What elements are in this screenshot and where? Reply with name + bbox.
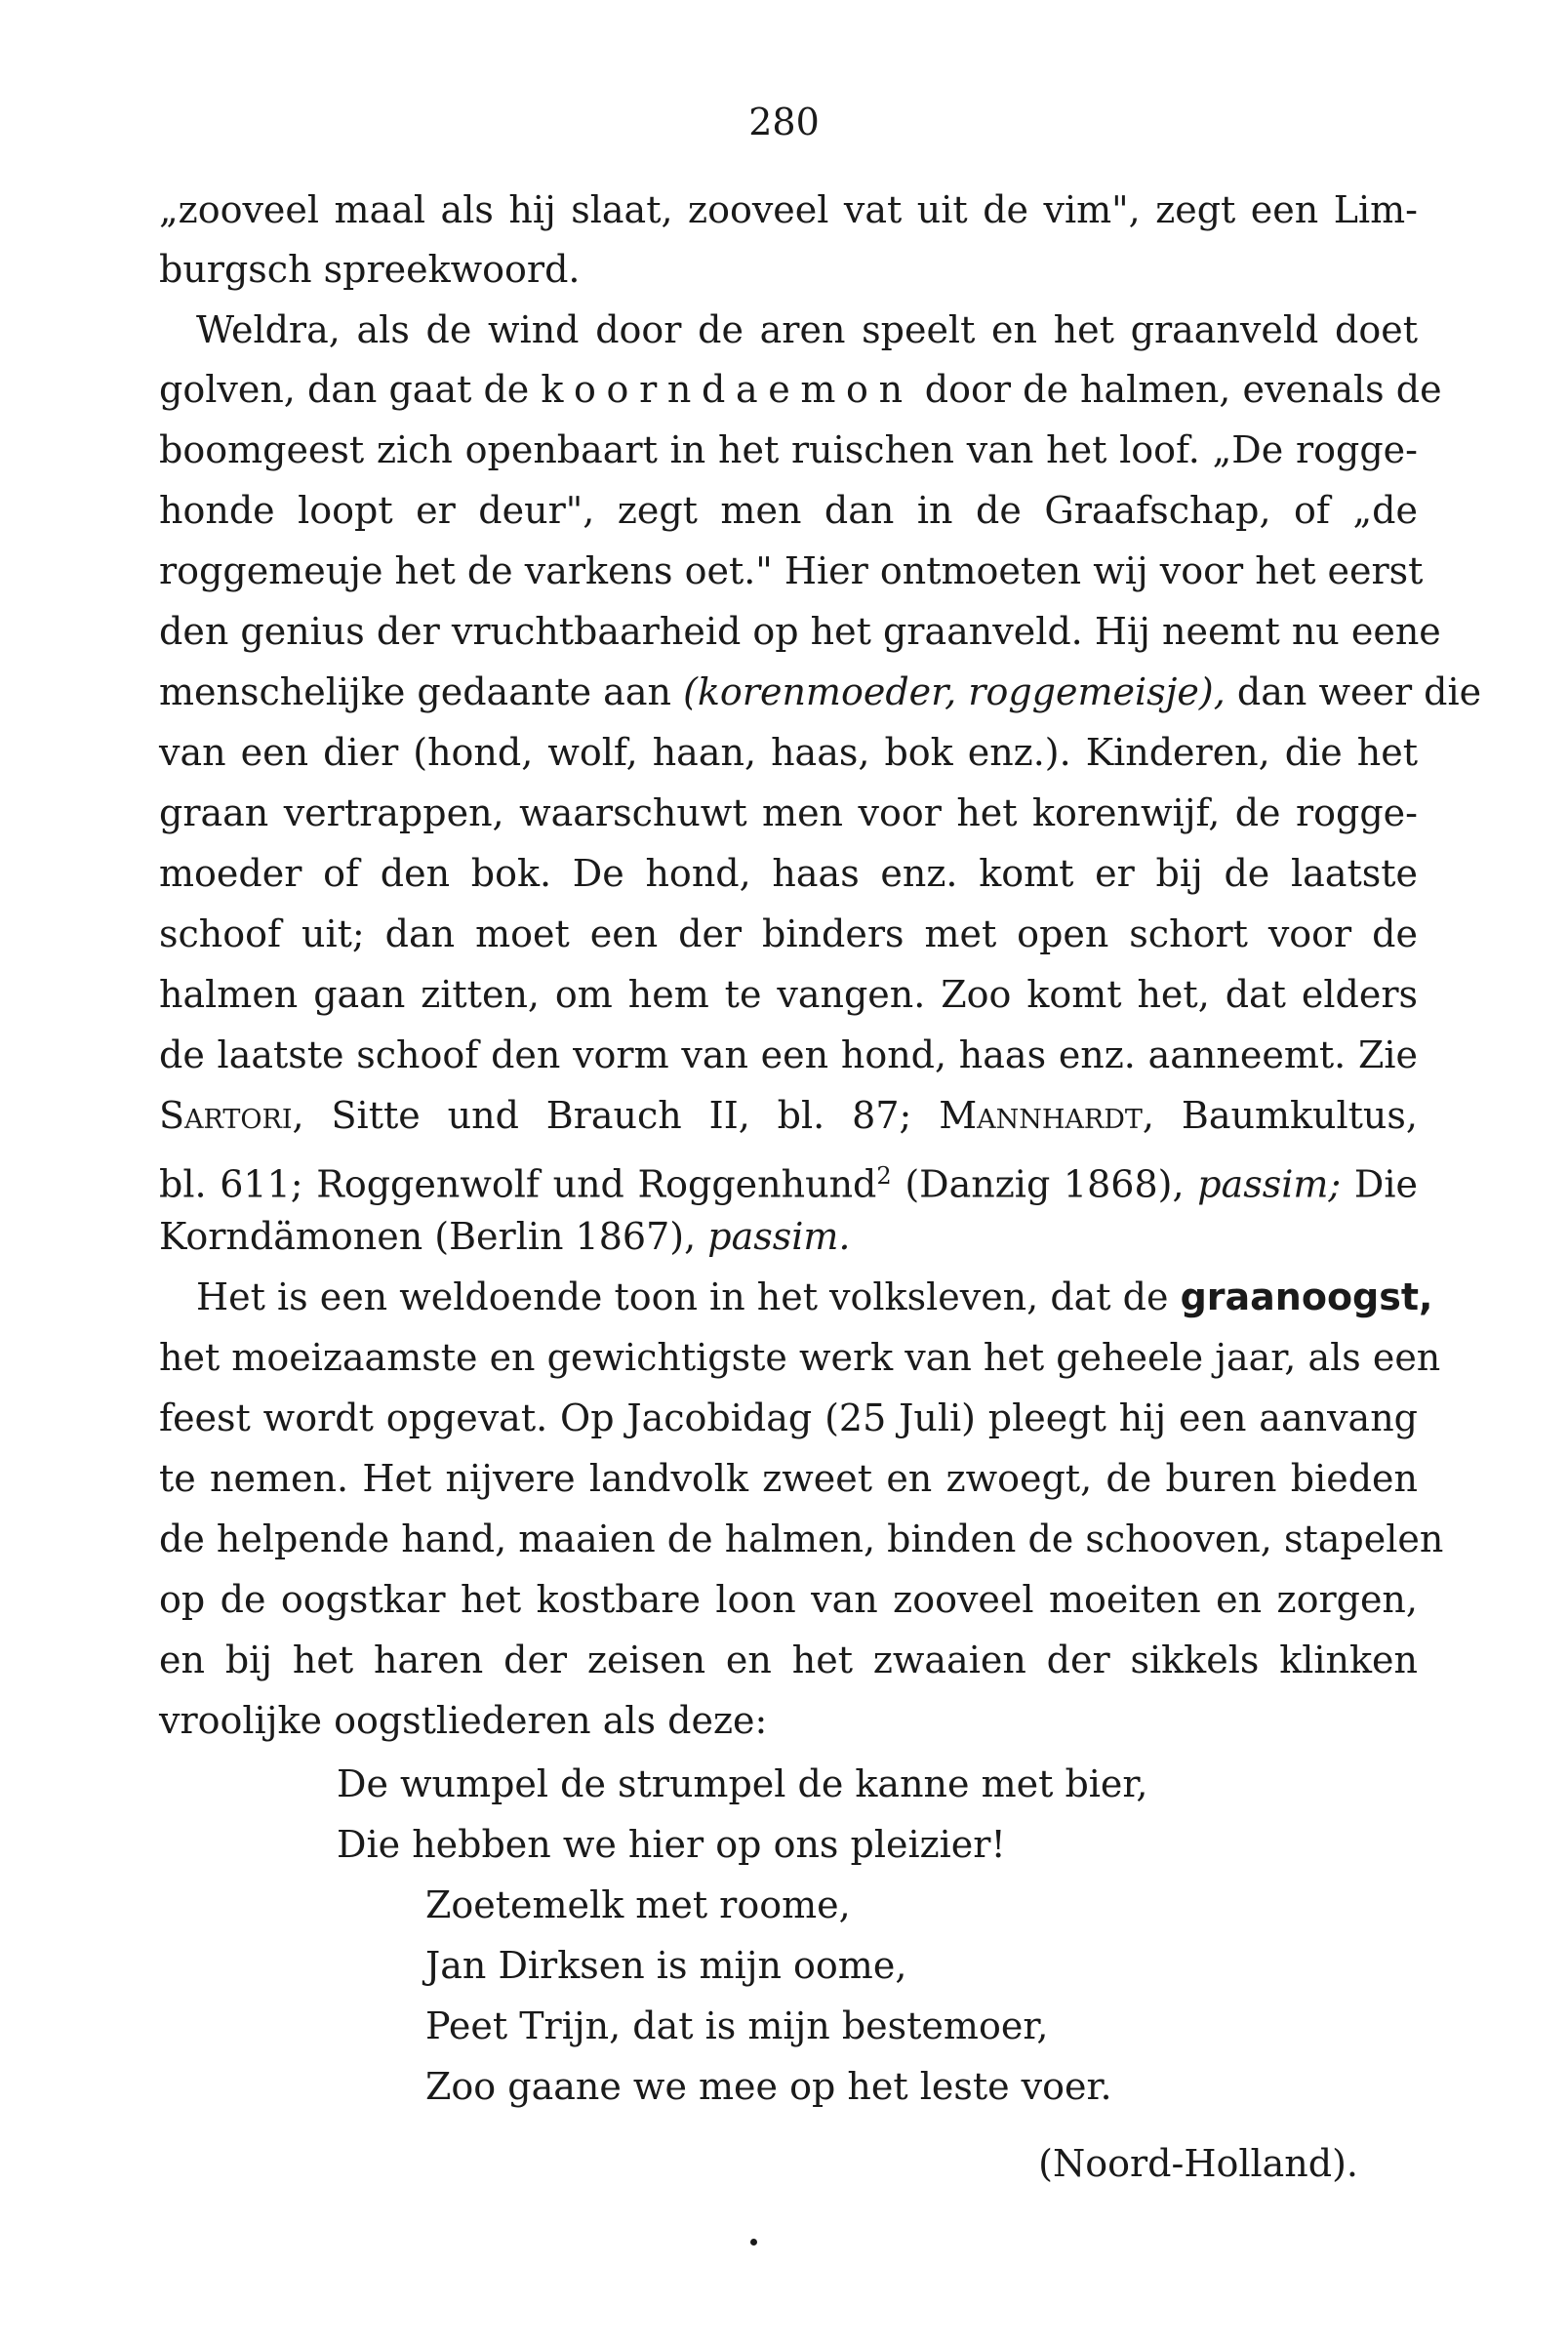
text-line: bl. 611; Roggenwolf und Roggenhund$^2$ (Danzig 1868), passim; Die — [159, 1162, 1418, 1206]
text-line: honde loopt er deur", zegt men dan in de Graafschap, of „de — [159, 489, 1418, 532]
poem-line: Die hebben we hier op ons pleizier! — [337, 1823, 1006, 1866]
poem-line: Peet Trijn, dat is mijn bestemoer, — [425, 2004, 1049, 2047]
text-line: graan vertrappen, waarschuwt men voor het korenwijf, de rogge- — [159, 791, 1418, 834]
page-number: 280 — [748, 101, 820, 143]
poem-attribution: (Noord-Holland). — [1038, 2142, 1358, 2185]
author-name: Sartori, — [159, 1094, 304, 1137]
printer-mark — [750, 2239, 757, 2246]
text-line: moeder of den bok. De hond, haas enz. komt er bij de laatste — [159, 852, 1418, 895]
text-line: schoof uit; dan moet een der binders met open schort voor de — [159, 912, 1418, 955]
italic-term: passim; — [1197, 1162, 1342, 1206]
text-line: het moeizaamste en gewichtigste werk van het geheele jaar, als een — [159, 1336, 1441, 1379]
poem-line: Zoetemelk met roome, — [425, 1883, 851, 1926]
text-line: te nemen. Het nijvere landvolk zweet en zwoegt, de buren bieden — [159, 1457, 1418, 1500]
text-line: de helpende hand, maaien de halmen, binden de schooven, stapelen — [159, 1517, 1444, 1560]
italic-term: passim. — [707, 1215, 851, 1258]
text-line: de laatste schoof den vorm van een hond, haas enz. aanneemt. Zie — [159, 1033, 1418, 1076]
text-line: golven, dan gaat de koorndaemon door de halmen, evenals de — [159, 368, 1442, 411]
text-line: op de oogstkar het kostbare loon van zooveel moeiten en zorgen, — [159, 1578, 1418, 1621]
text-line: halmen gaan zitten, om hem te vangen. Zoo komt het, dat elders — [159, 973, 1418, 1016]
text-line: burgsch spreekwoord. — [159, 248, 581, 291]
author-name: Mannhardt, — [939, 1094, 1154, 1137]
poem-line: De wumpel de strumpel de kanne met bier, — [337, 1762, 1148, 1805]
text-line: boomgeest zich openbaart in het ruischen van het loof. „De rogge- — [159, 428, 1418, 471]
bold-term: graanoogst, — [1180, 1275, 1433, 1318]
spaced-term: koorndaemon — [541, 368, 913, 411]
text-line: Het is een weldoende toon in het volksleven, dat de graanoogst, — [196, 1275, 1433, 1318]
text-line: „zooveel maal als hij slaat, zooveel vat uit de vim", zegt een Lim- — [159, 188, 1418, 231]
text-line: Korndämonen (Berlin 1867), passim. — [159, 1215, 851, 1258]
text-line: menschelijke gedaante aan (korenmoeder, roggemeisje), dan weer die — [159, 670, 1482, 713]
text-line: vroolijke oogstliederen als deze: — [159, 1699, 768, 1742]
text-line: Sartori, Sitte und Brauch II, bl. 87; Mannhardt, Baumkultus, — [159, 1094, 1418, 1137]
text-line: feest wordt opgevat. Op Jacobidag (25 Juli) pleegt hij een aanvang — [159, 1396, 1418, 1439]
text-line: den genius der vruchtbaarheid op het graanveld. Hij neemt nu eene — [159, 610, 1441, 653]
text-line: roggemeuje het de varkens oet." Hier ontmoeten wij voor het eerst — [159, 549, 1424, 592]
poem-line: Zoo gaane we mee op het leste voer. — [425, 2065, 1112, 2108]
text-line: van een dier (hond, wolf, haan, haas, bok enz.). Kinderen, die het — [159, 731, 1418, 774]
italic-term: (korenmoeder, roggemeisje), — [683, 670, 1226, 713]
text-line: en bij het haren der zeisen en het zwaaien der sikkels klinken — [159, 1639, 1418, 1681]
text-line: Weldra, als de wind door de aren speelt en het graanveld doet — [196, 308, 1418, 351]
poem-line: Jan Dirksen is mijn oome, — [425, 1944, 907, 1987]
